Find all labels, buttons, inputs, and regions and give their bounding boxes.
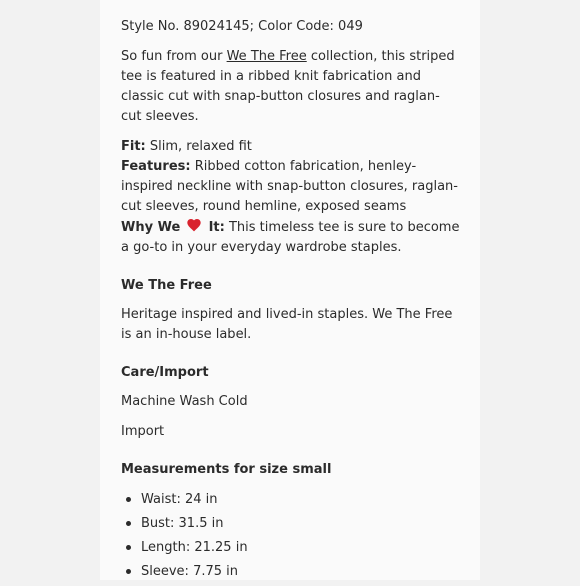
why-we-love-it-line — [121, 217, 460, 258]
intro-paragraph — [121, 47, 460, 127]
collection-link[interactable]: We The Free — [226, 49, 307, 64]
features-line — [121, 157, 460, 217]
fit-label: Fit: — [121, 139, 146, 154]
fit-line — [121, 137, 460, 157]
brand-text: Heritage inspired and lived-in staples. We The Free is an in-house label. — [121, 307, 453, 342]
list-item — [121, 514, 460, 538]
product-details — [121, 137, 460, 258]
measurements-list — [121, 490, 460, 586]
fit-value: Slim, relaxed fit — [145, 139, 252, 154]
measurement-length: Length: 21.25 in — [141, 540, 248, 555]
why-label-before: Why We — [121, 220, 181, 235]
intro-text-before: So fun from our — [121, 49, 227, 64]
style-number: Style No. 89024145; Color Code: 049 — [121, 19, 363, 34]
list-item — [121, 490, 460, 514]
features-value: Ribbed cotton fabrication, henley-inspired neckline with snap-button closures, raglan-cut sleeves, round hemline, exposed seams — [121, 159, 458, 214]
bullet-dot — [126, 569, 131, 574]
bullet-dot — [126, 497, 131, 502]
brand-heading: We The Free — [121, 278, 212, 293]
care-heading: Care/Import — [121, 365, 209, 380]
product-description-panel — [100, 0, 480, 580]
care-wash: Machine Wash Cold — [121, 394, 248, 409]
measurement-waist: Waist: 24 in — [141, 492, 218, 507]
heart-icon — [186, 217, 202, 233]
features-label: Features: — [121, 159, 191, 174]
intro-text-after: collection, this striped tee is featured in a ribbed knit fabrication and classic cut with snap-button closures and raglan-cut sleeves. — [121, 49, 455, 124]
list-item — [121, 562, 460, 586]
measurement-bust: Bust: 31.5 in — [141, 516, 224, 531]
bullet-dot — [126, 545, 131, 550]
measurement-sleeve: Sleeve: 7.75 in — [141, 564, 238, 579]
measurements-heading: Measurements for size small — [121, 462, 332, 477]
bullet-dot — [126, 521, 131, 526]
why-label-after: It: — [208, 220, 225, 235]
care-origin: Import — [121, 424, 165, 439]
why-value: This timeless tee is sure to become a go-to in your everyday wardrobe staples. — [121, 220, 460, 255]
list-item — [121, 538, 460, 562]
